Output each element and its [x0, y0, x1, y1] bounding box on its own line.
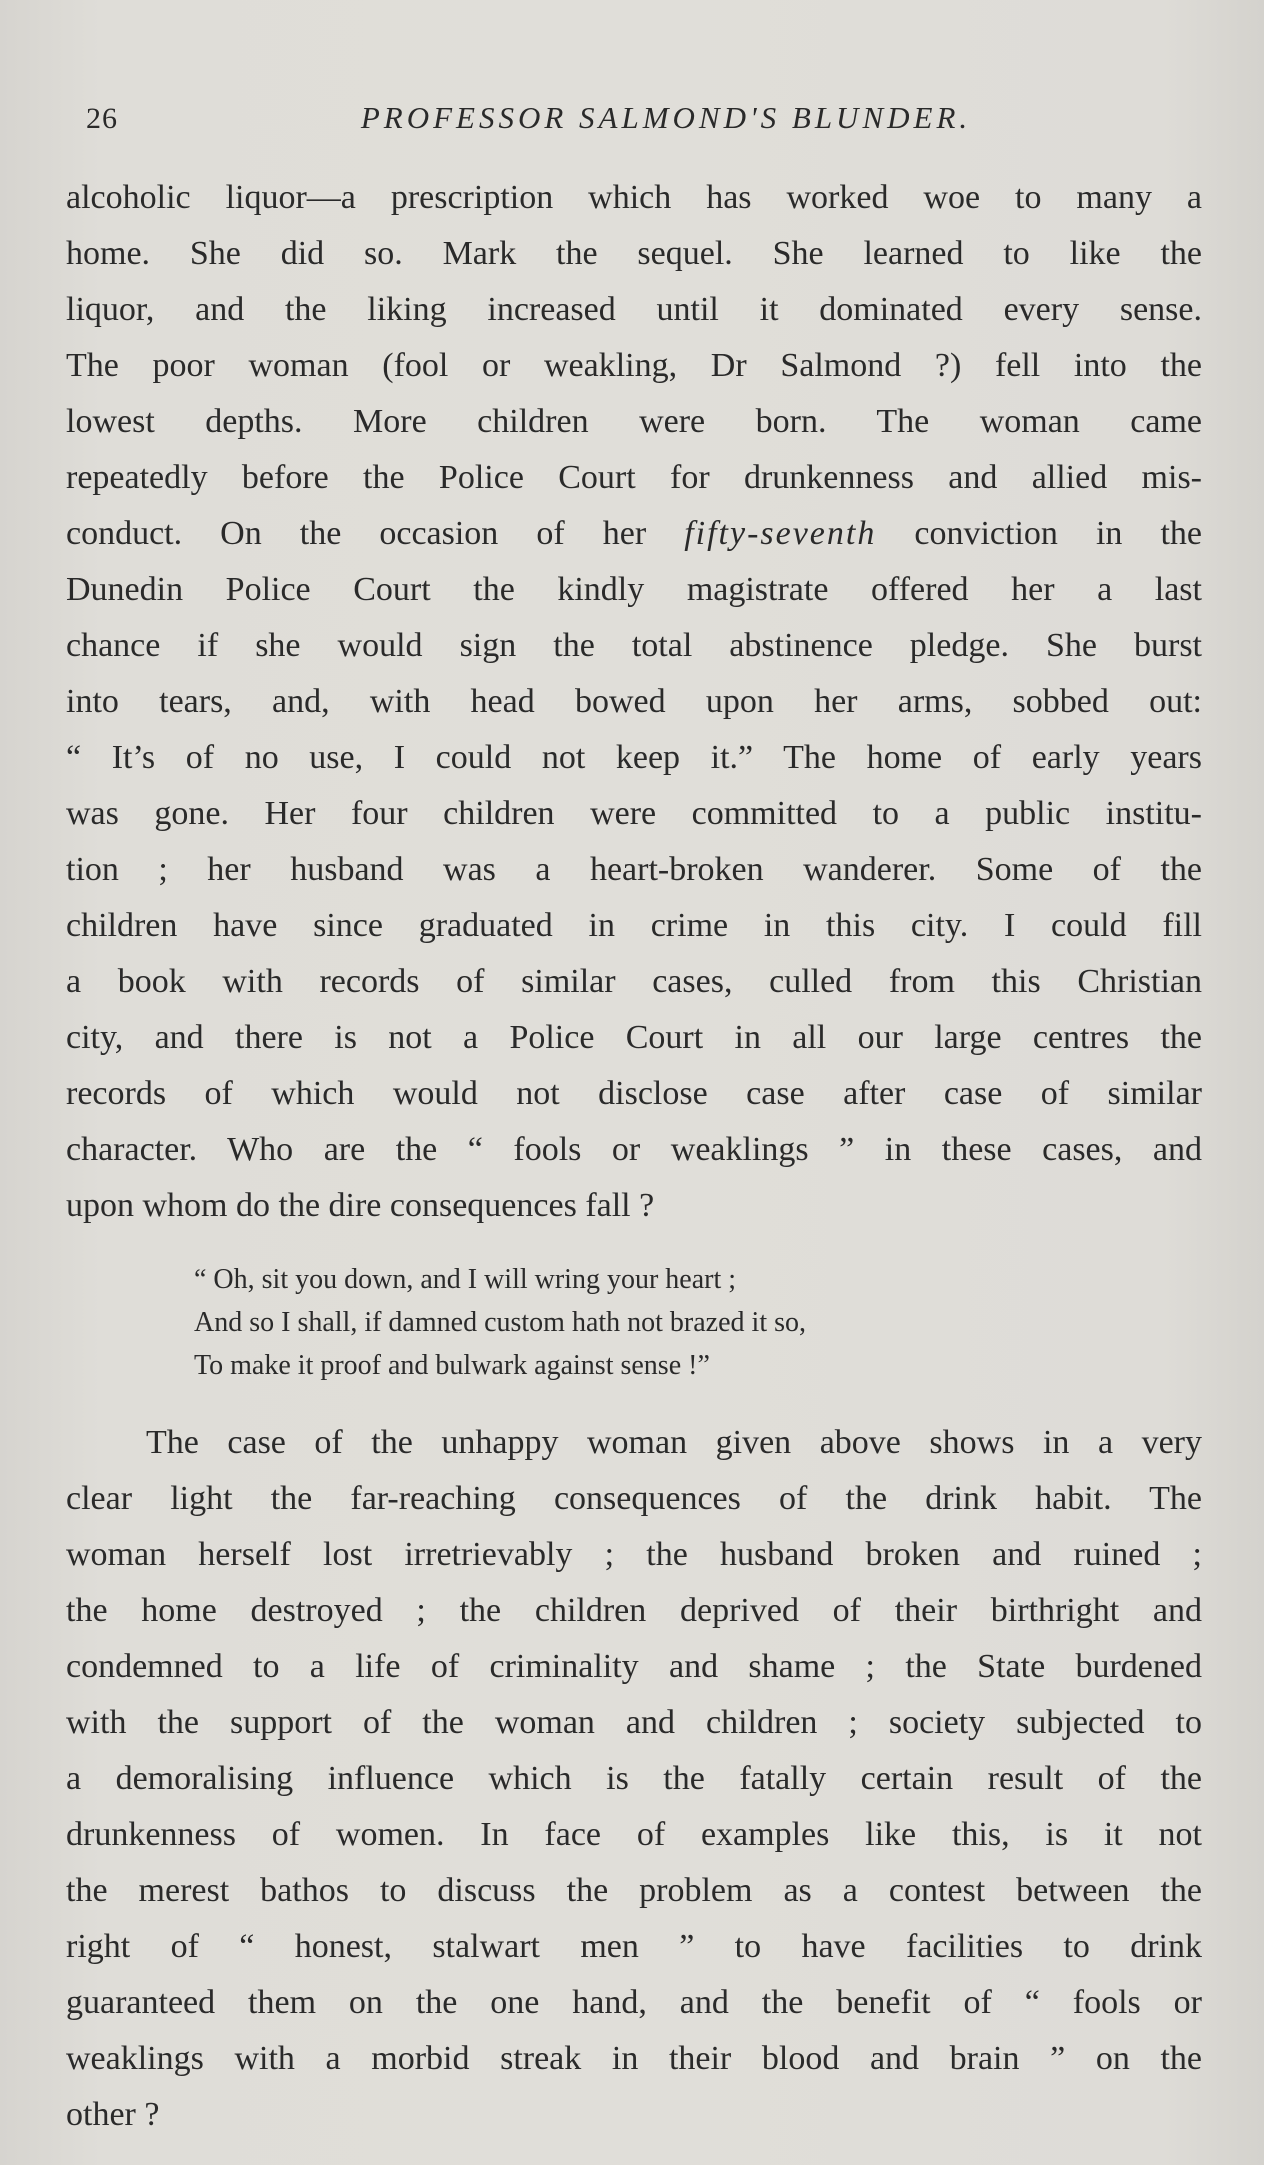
text-line: the merest bathos to discuss the problem as a contest between the: [66, 1872, 1202, 1909]
paragraph-2: [66, 1415, 1202, 2143]
text-line: city, and there is not a Police Court in all our large centres the: [66, 1019, 1202, 1056]
text-line: condemned to a life of criminality and shame ; the State burdened: [66, 1648, 1202, 1685]
text-line: children have since graduated in crime in this city. I could fill: [66, 907, 1202, 944]
text-line: woman herself lost irretrievably ; the husband broken and ruined ;: [66, 1536, 1202, 1573]
italic-emphasis: fifty-seventh: [684, 515, 877, 552]
text-line: a book with records of similar cases, culled from this Christian: [66, 963, 1202, 1000]
text-line: character. Who are the “ fools or weaklings ” in these cases, and: [66, 1131, 1202, 1168]
text-line: alcoholic liquor—a prescription which has worked woe to many a: [66, 179, 1202, 216]
text-line: clear light the far-reaching consequences of the drink habit. The: [66, 1480, 1202, 1517]
text-line: tion ; her husband was a heart-broken wanderer. Some of the: [66, 851, 1202, 888]
text-line: drunkenness of women. In face of examples like this, is it not: [66, 1816, 1202, 1853]
text-segment: conviction in the: [914, 515, 1202, 552]
text-line: into tears, and, with head bowed upon her arms, sobbed out:: [66, 683, 1202, 720]
text-line: The poor woman (fool or weakling, Dr Salmond ?) fell into the: [66, 347, 1202, 384]
text-line: weaklings with a morbid streak in their blood and brain ” on the: [66, 2040, 1202, 2077]
body-text: [66, 170, 1202, 2143]
text-line: The case of the unhappy woman given above shows in a very: [146, 1424, 1202, 1461]
text-line: home. She did so. Mark the sequel. She learned to like the: [66, 235, 1202, 272]
text-segment: conduct. On the occasion of her: [66, 515, 647, 552]
running-title: PROFESSOR SALMOND'S BLUNDER.: [360, 100, 972, 135]
text-line: right of “ honest, stalwart men ” to have facilities to drink: [66, 1928, 1202, 1965]
text-line: “ It’s of no use, I could not keep it.” The home of early years: [66, 739, 1202, 776]
page-number: 26: [86, 102, 118, 135]
text-line: lowest depths. More children were born. The woman came: [66, 403, 1202, 440]
text-line: a demoralising influence which is the fatally certain result of the: [66, 1760, 1202, 1797]
page-header: [86, 96, 1206, 148]
text-line: Dunedin Police Court the kindly magistrate offered her a last: [66, 571, 1202, 608]
verse-line: To make it proof and bulwark against sense !”: [194, 1350, 710, 1381]
paragraph-1: [66, 170, 1202, 1234]
text-line: records of which would not disclose case after case of similar: [66, 1075, 1202, 1112]
text-line: the home destroyed ; the children deprived of their birthright and: [66, 1592, 1202, 1629]
text-line: other ?: [66, 2096, 160, 2133]
text-line-with-italic: [66, 506, 1202, 562]
verse-line: And so I shall, if damned custom hath not brazed it so,: [194, 1307, 806, 1338]
text-line: repeatedly before the Police Court for drunkenness and allied mis-: [66, 459, 1202, 496]
text-line: liquor, and the liking increased until it dominated every sense.: [66, 291, 1202, 328]
verse-quotation: [194, 1258, 1202, 1387]
text-line: chance if she would sign the total abstinence pledge. She burst: [66, 627, 1202, 664]
text-line: with the support of the woman and children ; society subjected to: [66, 1704, 1202, 1741]
verse-line: “ Oh, sit you down, and I will wring your heart ;: [194, 1264, 737, 1295]
text-line: upon whom do the dire consequences fall ?: [66, 1187, 655, 1224]
text-line: was gone. Her four children were committed to a public institu-: [66, 795, 1202, 832]
text-line: guaranteed them on the one hand, and the benefit of “ fools or: [66, 1984, 1202, 2021]
